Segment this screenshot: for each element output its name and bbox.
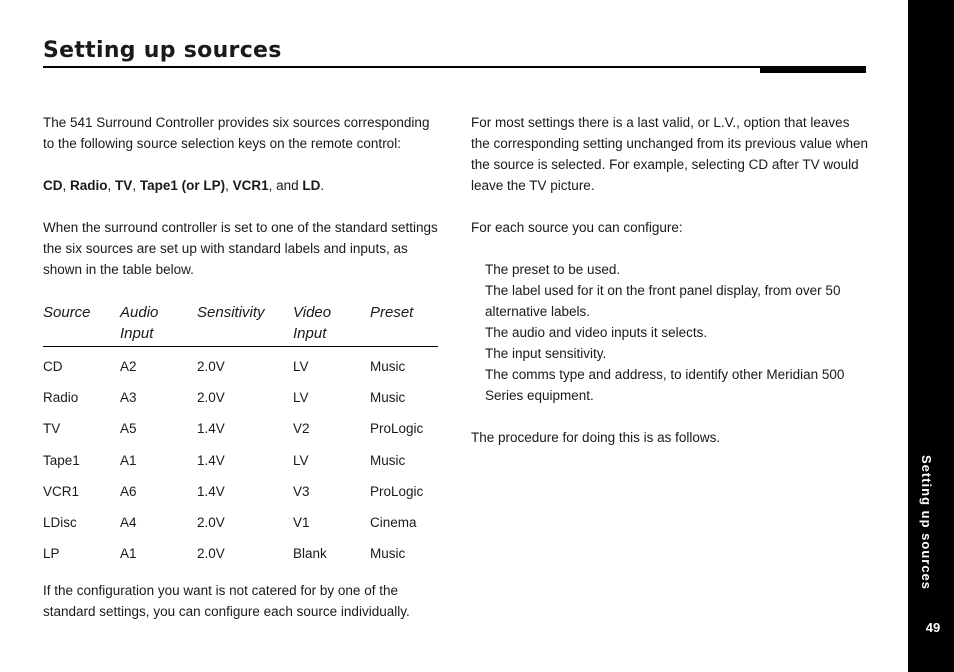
key-vcr1: VCR1: [232, 178, 269, 193]
cell-sensitivity: 2.0V: [197, 359, 225, 375]
header-video-line2: Input: [293, 325, 327, 342]
table-row: [43, 347, 438, 383]
cell-sensitivity: 2.0V: [197, 546, 225, 562]
configure-intro: For each source you can configure:: [471, 220, 683, 235]
page-title: Setting up sources: [43, 38, 282, 63]
table-row: [43, 413, 438, 444]
list-item: The preset to be used.: [485, 262, 621, 277]
cell-audio: A1: [120, 452, 137, 468]
cell-source: CD: [43, 359, 63, 375]
cell-source: TV: [43, 421, 61, 437]
key-sep: .: [320, 178, 325, 193]
cell-preset: Cinema: [370, 515, 417, 531]
title-rule-accent: [760, 66, 866, 73]
title-rule: [43, 66, 866, 68]
cell-audio: A4: [120, 515, 137, 531]
closing-block: [43, 580, 443, 622]
key-sep: ,: [225, 178, 233, 193]
key-radio: Radio: [70, 178, 108, 193]
cell-source: Radio: [43, 390, 79, 406]
cell-sensitivity: 2.0V: [197, 390, 225, 406]
cell-source: Tape1: [43, 452, 80, 468]
cell-audio: A5: [120, 421, 137, 437]
cell-source: LDisc: [43, 515, 77, 531]
cell-audio: A2: [120, 359, 137, 375]
cell-video: LV: [293, 452, 309, 468]
list-item: The input sensitivity.: [485, 346, 607, 361]
header-preset: Preset: [370, 302, 438, 347]
header-sensitivity: Sensitivity: [197, 302, 293, 347]
cell-preset: Music: [370, 452, 406, 468]
table-header-row: [43, 302, 438, 347]
configure-list: [471, 259, 871, 406]
key-ld: LD: [302, 178, 321, 193]
cell-sensitivity: 1.4V: [197, 483, 225, 499]
header-audio-input: [120, 302, 197, 347]
table-row: [43, 476, 438, 507]
table-row: [43, 445, 438, 476]
cell-sensitivity: 2.0V: [197, 515, 225, 531]
cell-preset: Music: [370, 390, 406, 406]
header-source: Source: [43, 302, 120, 347]
procedure-paragraph: The procedure for doing this is as follows.: [471, 430, 721, 445]
cell-video: V1: [293, 515, 310, 531]
cell-video: V3: [293, 483, 310, 499]
table-row: [43, 538, 438, 569]
left-column: [43, 112, 443, 569]
list-item: The label used for it on the front panel display, from over 50 alternative labels.: [485, 283, 841, 319]
cell-video: V2: [293, 421, 310, 437]
cell-audio: A1: [120, 546, 137, 562]
page-number: 49: [925, 620, 941, 635]
cell-sensitivity: 1.4V: [197, 452, 225, 468]
cell-preset: Music: [370, 359, 406, 375]
cell-source: LP: [43, 546, 60, 562]
list-item: The audio and video inputs it selects.: [485, 325, 708, 340]
source-table: [43, 302, 438, 569]
closing-paragraph: If the configuration you want is not catered for by one of the standard settings, you can configure each source individually.: [43, 583, 410, 619]
key-tv: TV: [115, 178, 133, 193]
cell-video: LV: [293, 359, 309, 375]
side-section-label: Setting up sources: [919, 455, 934, 591]
key-cd: CD: [43, 178, 63, 193]
table-row: [43, 507, 438, 538]
source-keys-line: [43, 175, 443, 196]
key-sep: ,: [107, 178, 116, 193]
key-sep: , and: [268, 178, 303, 193]
cell-source: VCR1: [43, 483, 80, 499]
key-tape1: Tape1 (or LP): [139, 178, 226, 193]
cell-preset: Music: [370, 546, 406, 562]
cell-preset: ProLogic: [370, 421, 424, 437]
cell-audio: A3: [120, 390, 137, 406]
cell-video: Blank: [293, 546, 327, 562]
header-video-input: [293, 302, 370, 347]
cell-video: LV: [293, 390, 309, 406]
last-valid-paragraph: For most settings there is a last valid, or L.V., option that leaves the corresponding setting unchanged from its previous value when the source is selected. For example, selecting CD after TV would leave the TV picture.: [471, 115, 868, 193]
header-audio-line1: Audio: [120, 304, 159, 321]
header-video-line1: Video: [293, 304, 332, 321]
cell-audio: A6: [120, 483, 137, 499]
key-sep: ,: [62, 178, 71, 193]
key-sep: ,: [132, 178, 140, 193]
cell-preset: ProLogic: [370, 483, 424, 499]
standard-settings-paragraph: When the surround controller is set to one of the standard settings the six sources are set up with standard labels and inputs, as shown in the table below.: [43, 220, 438, 277]
cell-sensitivity: 1.4V: [197, 421, 225, 437]
right-column: [471, 112, 871, 448]
table-row: [43, 382, 438, 413]
list-item: The comms type and address, to identify other Meridian 500 Series equipment.: [485, 367, 845, 403]
intro-paragraph: The 541 Surround Controller provides six sources corresponding to the following source selection keys on the remote control:: [43, 115, 430, 151]
header-audio-line2: Input: [120, 325, 154, 342]
